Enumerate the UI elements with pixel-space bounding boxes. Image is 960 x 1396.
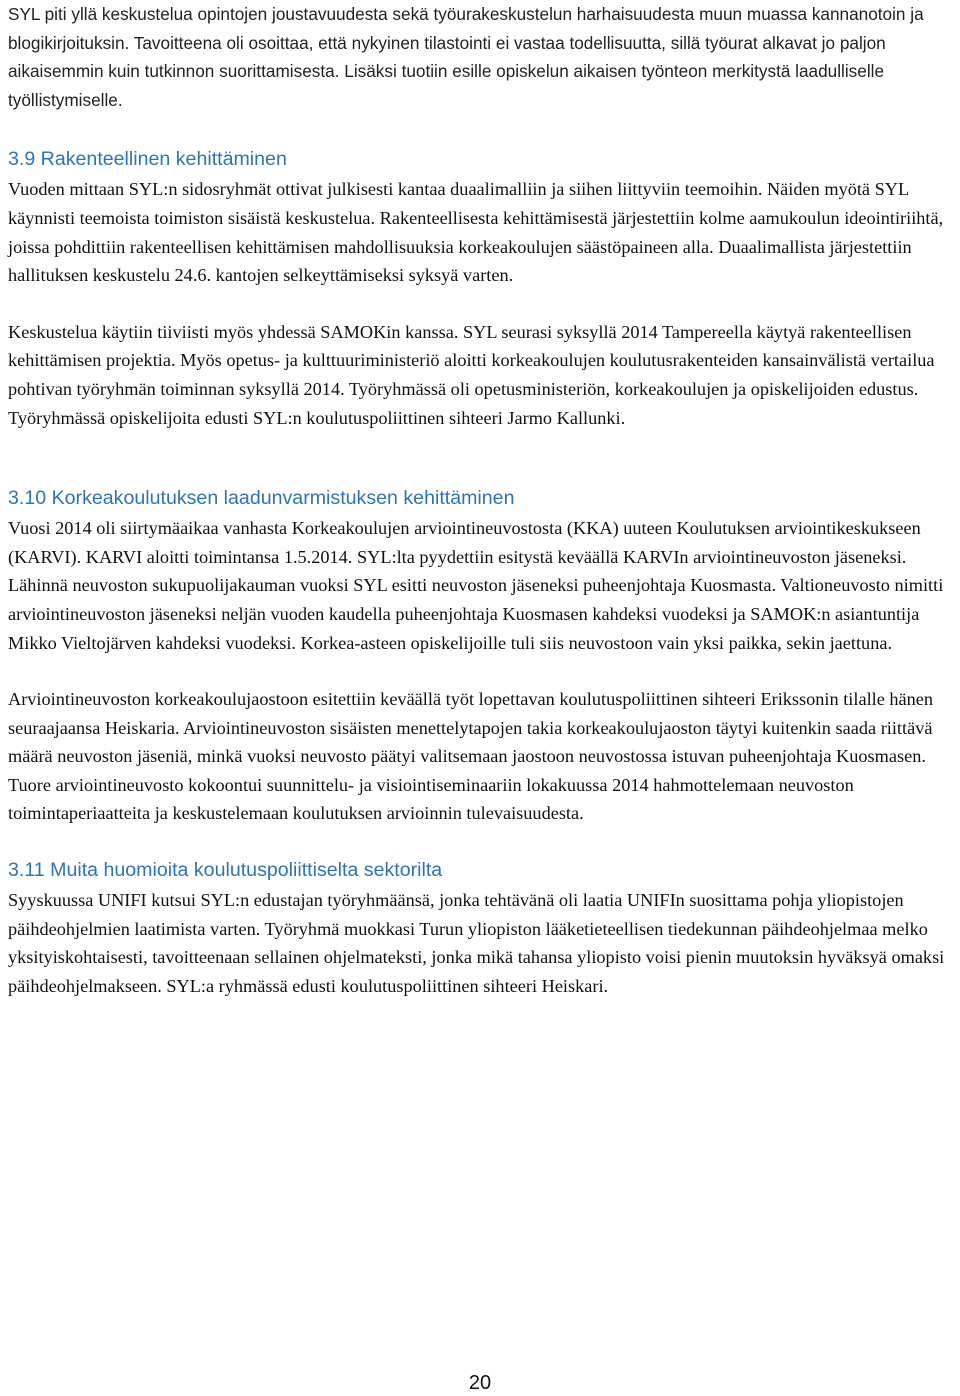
section-heading-3-10: 3.10 Korkeakoulutuksen laadunvarmistuksen kehittäminen (8, 487, 515, 510)
section-3-10-paragraph-2: Arviointineuvoston korkeakoulujaostoon esitettiin keväällä työt lopettavan koulutuspoliittinen sihteeri Erikssonin tilalle hänen seuraajaansa Heiskaria. Arviointineuvoston sisäisten menettelytapojen takia korkeakoulujaoston täytyi kuitenkin saada riittävä määrä neuvoston jäseniä, minkä vuoksi neuvosto päätyi valitsemaan jaostoon neuvostossa istuvan puheenjohtaja Kuosmasen. Tuore arviointineuvosto kokoontui suunnittelu- ja visiointiseminaariin lokakuussa 2014 hahmottelemaan neuvoston toimintaperiaatteita ja keskustelemaan koulutuksen arvioinnin tulevaisuudesta. (8, 689, 934, 824)
section-heading-3-11: 3.11 Muita huomioita koulutuspoliittiselta sektorilta (8, 859, 443, 882)
document-page (8, 0, 954, 1000)
section-heading-3-9: 3.9 Rakenteellinen kehittäminen (8, 148, 287, 171)
section-3-9-paragraph-2: Keskustelua käytiin tiiviisti myös yhdessä SAMOKin kanssa. SYL seurasi syksyllä 2014 Tampereella käytyä rakenteellisen kehittämisen projektia. Myös opetus- ja kulttuuriministeriö aloitti korkeakoulujen koulutusrakenteiden kansainvälistä vertailua pohtivan työryhmän toiminnan syksyllä 2014. Työryhmässä oli opetusministeriön, korkeakoulujen ja opiskelijoiden edustus. Työryhmässä opiskelijoita edusti SYL:n koulutuspoliittinen sihteeri Jarmo Kallunki. (8, 321, 935, 428)
section-3-11-paragraph-1: Syyskuussa UNIFI kutsui SYL:n edustajan työryhmäänsä, jonka tehtävänä oli laatia UNIFIn suosittama pohja yliopistojen päihdeohjelmien laatimista varten. Työryhmä muokkasi Turun yliopiston lääketieteellisen tiedekunnan päihdeohjelmaa melko yksityiskohtaisesti, tavoitteenaan sellainen ohjelmateksti, jonka mikä tahansa yliopisto voisi pienin muutoksin hyväksyä omaksi päihdeohjelmakseen. SYL:a ryhmässä edusti koulutuspoliittinen sihteeri Heiskari. (8, 890, 945, 996)
page-number: 20 (468, 1372, 492, 1394)
section-3-10-paragraph-1: Vuosi 2014 oli siirtymäaikaa vanhasta Korkeakoulujen arviointineuvostosta (KKA) uuteen Koulutuksen arviointikeskukseen (KARVI). KARVI aloitti toimintansa 1.5.2014. SYL:lta pyydettiin esitystä keväällä KARVIn arviointineuvoston jäseneksi. Lähinnä neuvoston sukupuolijakauman vuoksi SYL esitti neuvoston jäseneksi puheenjohtaja Kuosmasta. Valtioneuvosto nimitti arviointineuvoston jäseneksi neljän vuoden kaudella puheenjohtaja Kuosmasen kahdeksi vuodeksi ja SAMOK:n asiantuntija Mikko Vieltojärven kahdeksi vuodeksi. Korkea-asteen opiskelijoille tuli siis neuvostoon vain yksi paikka, sekin jaettuna. (8, 518, 944, 653)
section-3-9-paragraph-1: Vuoden mittaan SYL:n sidosryhmät ottivat julkisesti kantaa duaalimalliin ja siihen liittyviin teemoihin. Näiden myötä SYL käynnisti teemoista toimiston sisäistä keskustelua. Rakenteellisesta kehittämisestä järjestettiin kolme aamukoulun ideointiriihtä, joissa pohdittiin rakenteellisen kehittämisen mahdollisuuksia korkeakoulujen säästöpaineen alla. Duaalimallista järjestettiin hallituksen keskustelu 24.6. kantojen selkeyttämiseksi syksyä varten. (8, 179, 944, 286)
intro-paragraph: SYL piti yllä keskustelua opintojen joustavuudesta sekä työurakeskustelun harhaisuudesta muun muassa kannanotoin ja blogikirjoituksin. Tavoitteena oli osoittaa, että nykyinen tilastointi ei vastaa todellisuutta, sillä työurat alkavat jo paljon aikaisemmin kuin tutkinnon suorittamisesta. Lisäksi tuotiin esille opiskelun aikaisen työnteon merkitystä laadulliselle työllistymiselle. (8, 4, 924, 110)
